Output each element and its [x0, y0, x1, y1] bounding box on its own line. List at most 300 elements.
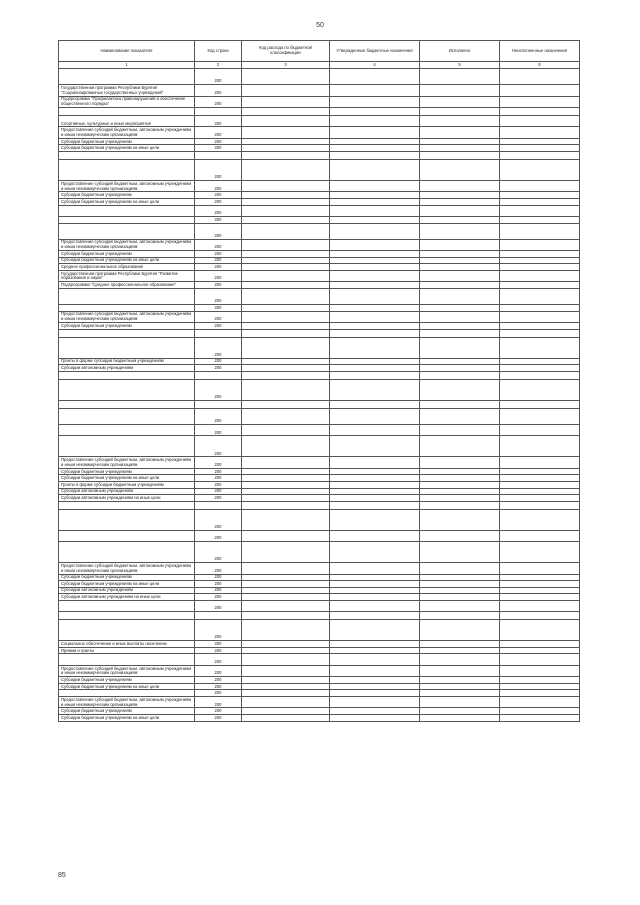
row-executed-cell	[420, 205, 500, 216]
row-line-code-cell: 200	[195, 530, 242, 541]
table-row	[59, 379, 580, 400]
row-line-code-cell: 200	[195, 574, 242, 581]
row-remaining-cell	[500, 587, 580, 594]
row-approved-cell	[330, 223, 420, 239]
row-approved-cell	[330, 365, 420, 372]
row-name-cell: Субсидии бюджетным учреждениям на иные цели	[59, 145, 195, 152]
row-executed-cell	[420, 282, 500, 289]
row-remaining-cell	[500, 594, 580, 601]
row-remaining-cell	[500, 436, 580, 457]
row-approved-cell	[330, 138, 420, 145]
row-line-code-cell: 200	[195, 379, 242, 400]
row-name-cell: Субсидии бюджетным учреждениям	[59, 138, 195, 145]
table-row	[59, 481, 580, 488]
row-remaining-cell	[500, 475, 580, 482]
row-executed-cell	[420, 365, 500, 372]
table-row	[59, 690, 580, 697]
row-approved-cell	[330, 337, 420, 358]
row-executed-cell	[420, 337, 500, 358]
row-budget-code-cell	[242, 495, 330, 502]
row-remaining-cell	[500, 198, 580, 205]
row-budget-code-cell	[242, 145, 330, 152]
row-name-cell	[59, 424, 195, 435]
row-line-code-cell: 200	[195, 600, 242, 611]
row-budget-code-cell	[242, 715, 330, 722]
row-approved-cell	[330, 239, 420, 250]
row-budget-code-cell	[242, 323, 330, 330]
row-executed-cell	[420, 654, 500, 665]
row-line-code-cell: 200	[195, 85, 242, 96]
row-budget-code-cell	[242, 654, 330, 665]
row-line-code-cell: 200	[195, 251, 242, 258]
table-row	[59, 192, 580, 199]
row-name-cell: Среднее профессиональное образование	[59, 264, 195, 271]
row-remaining-cell	[500, 641, 580, 648]
spacer-cell	[500, 329, 580, 337]
table-row	[59, 600, 580, 611]
spacer-cell	[195, 612, 242, 620]
row-executed-cell	[420, 587, 500, 594]
spacer-cell	[59, 151, 195, 159]
row-approved-cell	[330, 587, 420, 594]
row-approved-cell	[330, 481, 420, 488]
row-line-code-cell: 200	[195, 457, 242, 468]
spacer-cell	[500, 371, 580, 379]
table-row	[59, 542, 580, 563]
row-remaining-cell	[500, 509, 580, 530]
row-remaining-cell	[500, 581, 580, 588]
column-number: 1	[59, 62, 195, 69]
row-name-cell: Субсидии бюджетным учреждениям на иные цели	[59, 683, 195, 690]
row-budget-code-cell	[242, 127, 330, 138]
row-name-cell: Предоставление субсидий бюджетным, автономным учреждениям и иным некоммерческим организациям	[59, 563, 195, 574]
row-name-cell	[59, 620, 195, 641]
row-line-code-cell: 200	[195, 365, 242, 372]
row-remaining-cell	[500, 481, 580, 488]
row-executed-cell	[420, 198, 500, 205]
row-name-cell: Предоставление субсидий бюджетным, автономным учреждениям и иным некоммерческим организациям	[59, 127, 195, 138]
spacer-cell	[330, 612, 420, 620]
row-line-code-cell: 200	[195, 305, 242, 312]
row-name-cell: Субсидии бюджетным учреждениям на иные цели	[59, 715, 195, 722]
row-executed-cell	[420, 180, 500, 191]
row-line-code-cell: 200	[195, 509, 242, 530]
row-name-cell	[59, 223, 195, 239]
spacer-cell	[420, 151, 500, 159]
row-remaining-cell	[500, 683, 580, 690]
spacer-cell	[195, 329, 242, 337]
row-name-cell: Предоставление субсидий бюджетным, автономным учреждениям и иным некоммерческим организациям	[59, 311, 195, 322]
table-row	[59, 251, 580, 258]
spacer-cell	[195, 107, 242, 115]
row-line-code-cell: 200	[195, 542, 242, 563]
header-line-code: Код строки	[195, 41, 242, 62]
row-executed-cell	[420, 697, 500, 708]
row-budget-code-cell	[242, 282, 330, 289]
row-approved-cell	[330, 542, 420, 563]
row-remaining-cell	[500, 654, 580, 665]
row-name-cell	[59, 542, 195, 563]
row-approved-cell	[330, 270, 420, 281]
row-remaining-cell	[500, 715, 580, 722]
table-row	[59, 337, 580, 358]
row-name-cell: Гранты в форме субсидии бюджетным учреждениям	[59, 358, 195, 365]
row-budget-code-cell	[242, 223, 330, 239]
row-budget-code-cell	[242, 311, 330, 322]
row-budget-code-cell	[242, 69, 330, 85]
row-remaining-cell	[500, 305, 580, 312]
row-line-code-cell: 200	[195, 408, 242, 424]
spacer-row	[59, 371, 580, 379]
table-row	[59, 697, 580, 708]
row-executed-cell	[420, 581, 500, 588]
row-approved-cell	[330, 264, 420, 271]
row-budget-code-cell	[242, 647, 330, 654]
column-number: 5	[420, 62, 500, 69]
row-name-cell: Предоставление субсидий бюджетным, автономным учреждениям и иным некоммерческим организациям	[59, 239, 195, 250]
row-approved-cell	[330, 620, 420, 641]
row-name-cell: Субсидии бюджетным учреждениям	[59, 323, 195, 330]
row-executed-cell	[420, 690, 500, 697]
row-approved-cell	[330, 530, 420, 541]
row-approved-cell	[330, 159, 420, 180]
row-approved-cell	[330, 654, 420, 665]
row-line-code-cell: 200	[195, 468, 242, 475]
row-remaining-cell	[500, 563, 580, 574]
row-remaining-cell	[500, 239, 580, 250]
row-remaining-cell	[500, 282, 580, 289]
table-row	[59, 457, 580, 468]
table-row	[59, 180, 580, 191]
row-executed-cell	[420, 677, 500, 684]
row-line-code-cell: 200	[195, 581, 242, 588]
row-line-code-cell: 200	[195, 205, 242, 216]
row-executed-cell	[420, 323, 500, 330]
row-executed-cell	[420, 715, 500, 722]
row-line-code-cell: 200	[195, 337, 242, 358]
spacer-cell	[420, 612, 500, 620]
row-budget-code-cell	[242, 305, 330, 312]
row-executed-cell	[420, 620, 500, 641]
row-approved-cell	[330, 424, 420, 435]
row-name-cell: Гранты в форме субсидии бюджетным учреждениям	[59, 481, 195, 488]
row-budget-code-cell	[242, 288, 330, 304]
row-executed-cell	[420, 594, 500, 601]
spacer-cell	[242, 501, 330, 509]
row-budget-code-cell	[242, 509, 330, 530]
row-approved-cell	[330, 468, 420, 475]
row-line-code-cell: 200	[195, 138, 242, 145]
row-approved-cell	[330, 408, 420, 424]
row-line-code-cell: 200	[195, 358, 242, 365]
row-budget-code-cell	[242, 365, 330, 372]
table-row	[59, 563, 580, 574]
row-executed-cell	[420, 468, 500, 475]
row-executed-cell	[420, 488, 500, 495]
row-line-code-cell: 200	[195, 647, 242, 654]
column-number: 2	[195, 62, 242, 69]
table-row	[59, 495, 580, 502]
table-row	[59, 282, 580, 289]
spacer-cell	[195, 151, 242, 159]
table-row	[59, 654, 580, 665]
row-approved-cell	[330, 180, 420, 191]
row-remaining-cell	[500, 574, 580, 581]
row-remaining-cell	[500, 708, 580, 715]
row-executed-cell	[420, 216, 500, 223]
row-line-code-cell: 200	[195, 264, 242, 271]
row-remaining-cell	[500, 311, 580, 322]
row-remaining-cell	[500, 647, 580, 654]
row-line-code-cell: 200	[195, 192, 242, 199]
row-line-code-cell: 200	[195, 563, 242, 574]
table-row	[59, 205, 580, 216]
row-name-cell: Субсидии бюджетным учреждениям	[59, 468, 195, 475]
row-executed-cell	[420, 159, 500, 180]
row-remaining-cell	[500, 468, 580, 475]
table-row	[59, 647, 580, 654]
row-line-code-cell: 200	[195, 239, 242, 250]
row-approved-cell	[330, 216, 420, 223]
row-budget-code-cell	[242, 574, 330, 581]
table-header-row	[59, 41, 580, 62]
row-name-cell: Предоставление субсидий бюджетным, автономным учреждениям и иным некоммерческим организациям	[59, 180, 195, 191]
row-remaining-cell	[500, 85, 580, 96]
row-name-cell	[59, 408, 195, 424]
row-remaining-cell	[500, 424, 580, 435]
row-name-cell	[59, 600, 195, 611]
table-row	[59, 436, 580, 457]
table-row	[59, 145, 580, 152]
table-row	[59, 677, 580, 684]
table-row	[59, 424, 580, 435]
row-budget-code-cell	[242, 264, 330, 271]
row-approved-cell	[330, 563, 420, 574]
row-budget-code-cell	[242, 708, 330, 715]
row-budget-code-cell	[242, 587, 330, 594]
row-budget-code-cell	[242, 581, 330, 588]
spacer-cell	[500, 400, 580, 408]
row-approved-cell	[330, 436, 420, 457]
row-approved-cell	[330, 683, 420, 690]
row-executed-cell	[420, 223, 500, 239]
spacer-row	[59, 501, 580, 509]
row-line-code-cell: 200	[195, 145, 242, 152]
row-executed-cell	[420, 192, 500, 199]
row-remaining-cell	[500, 69, 580, 85]
row-budget-code-cell	[242, 198, 330, 205]
row-name-cell	[59, 216, 195, 223]
row-line-code-cell: 200	[195, 654, 242, 665]
row-name-cell: Подпрограмма "Среднее профессиональное образование"	[59, 282, 195, 289]
row-budget-code-cell	[242, 337, 330, 358]
row-approved-cell	[330, 358, 420, 365]
row-executed-cell	[420, 641, 500, 648]
row-executed-cell	[420, 647, 500, 654]
spacer-cell	[242, 371, 330, 379]
table-row	[59, 138, 580, 145]
row-name-cell: Субсидии бюджетным учреждениям	[59, 708, 195, 715]
row-budget-code-cell	[242, 205, 330, 216]
row-line-code-cell: 200	[195, 180, 242, 191]
row-approved-cell	[330, 665, 420, 676]
spacer-cell	[500, 107, 580, 115]
table-row	[59, 488, 580, 495]
row-name-cell: Субсидии бюджетным учреждениям на иные цели	[59, 198, 195, 205]
row-name-cell: Подпрограмма "Профилактика правонарушений и обеспечение общественного порядка"	[59, 96, 195, 107]
row-remaining-cell	[500, 288, 580, 304]
row-line-code-cell: 200	[195, 481, 242, 488]
spacer-cell	[242, 107, 330, 115]
row-budget-code-cell	[242, 468, 330, 475]
row-budget-code-cell	[242, 257, 330, 264]
row-name-cell: Субсидии бюджетным учреждениям	[59, 574, 195, 581]
row-approved-cell	[330, 708, 420, 715]
spacer-cell	[330, 371, 420, 379]
row-name-cell: Государственная программа Республики Бурятия "Социализированных государственных учреждений"	[59, 85, 195, 96]
row-approved-cell	[330, 288, 420, 304]
header-remaining: Неисполненные назначения	[500, 41, 580, 62]
row-approved-cell	[330, 647, 420, 654]
spacer-row	[59, 329, 580, 337]
row-line-code-cell: 200	[195, 323, 242, 330]
row-name-cell	[59, 305, 195, 312]
row-line-code-cell: 200	[195, 69, 242, 85]
row-approved-cell	[330, 192, 420, 199]
row-budget-code-cell	[242, 180, 330, 191]
row-remaining-cell	[500, 677, 580, 684]
spacer-cell	[420, 107, 500, 115]
row-line-code-cell: 200	[195, 257, 242, 264]
row-executed-cell	[420, 358, 500, 365]
row-budget-code-cell	[242, 358, 330, 365]
row-line-code-cell: 200	[195, 288, 242, 304]
row-remaining-cell	[500, 192, 580, 199]
row-executed-cell	[420, 311, 500, 322]
row-remaining-cell	[500, 365, 580, 372]
table-row	[59, 96, 580, 107]
row-approved-cell	[330, 594, 420, 601]
row-executed-cell	[420, 481, 500, 488]
spacer-cell	[195, 501, 242, 509]
table-row	[59, 288, 580, 304]
row-name-cell: Предоставление субсидий бюджетным, автономным учреждениям и иным некоммерческим организациям	[59, 665, 195, 676]
row-name-cell	[59, 530, 195, 541]
row-line-code-cell: 200	[195, 115, 242, 126]
row-remaining-cell	[500, 542, 580, 563]
header-approved: Утвержденные бюджетные назначения	[330, 41, 420, 62]
row-line-code-cell: 200	[195, 475, 242, 482]
row-name-cell: Субсидии бюджетным учреждениям на иные цели	[59, 581, 195, 588]
row-executed-cell	[420, 251, 500, 258]
row-remaining-cell	[500, 115, 580, 126]
table-row	[59, 683, 580, 690]
spacer-cell	[242, 400, 330, 408]
row-remaining-cell	[500, 159, 580, 180]
table-row	[59, 198, 580, 205]
row-executed-cell	[420, 574, 500, 581]
row-budget-code-cell	[242, 457, 330, 468]
spacer-row	[59, 612, 580, 620]
row-executed-cell	[420, 85, 500, 96]
table-row	[59, 323, 580, 330]
row-executed-cell	[420, 457, 500, 468]
row-name-cell	[59, 159, 195, 180]
spacer-cell	[242, 612, 330, 620]
row-executed-cell	[420, 138, 500, 145]
table-row	[59, 408, 580, 424]
spacer-cell	[500, 612, 580, 620]
row-line-code-cell: 200	[195, 715, 242, 722]
row-executed-cell	[420, 239, 500, 250]
row-name-cell	[59, 509, 195, 530]
header-executed: Исполнено	[420, 41, 500, 62]
row-approved-cell	[330, 323, 420, 330]
table-row	[59, 127, 580, 138]
table-row	[59, 708, 580, 715]
row-budget-code-cell	[242, 115, 330, 126]
row-approved-cell	[330, 600, 420, 611]
table-row	[59, 587, 580, 594]
row-approved-cell	[330, 311, 420, 322]
spacer-cell	[330, 400, 420, 408]
row-budget-code-cell	[242, 665, 330, 676]
table-row	[59, 509, 580, 530]
row-remaining-cell	[500, 127, 580, 138]
row-line-code-cell: 200	[195, 641, 242, 648]
row-approved-cell	[330, 305, 420, 312]
row-budget-code-cell	[242, 594, 330, 601]
row-budget-code-cell	[242, 251, 330, 258]
row-line-code-cell: 200	[195, 587, 242, 594]
row-executed-cell	[420, 542, 500, 563]
spacer-cell	[420, 501, 500, 509]
row-approved-cell	[330, 198, 420, 205]
spacer-cell	[242, 151, 330, 159]
row-executed-cell	[420, 127, 500, 138]
row-budget-code-cell	[242, 239, 330, 250]
row-remaining-cell	[500, 665, 580, 676]
row-name-cell: Субсидии автономным учреждениям на иные цели	[59, 495, 195, 502]
row-line-code-cell: 200	[195, 96, 242, 107]
table-row	[59, 581, 580, 588]
row-remaining-cell	[500, 337, 580, 358]
row-name-cell: Субсидии автономным учреждениям	[59, 587, 195, 594]
row-executed-cell	[420, 683, 500, 690]
row-remaining-cell	[500, 251, 580, 258]
row-approved-cell	[330, 509, 420, 530]
row-budget-code-cell	[242, 379, 330, 400]
row-executed-cell	[420, 563, 500, 574]
row-remaining-cell	[500, 697, 580, 708]
spacer-cell	[59, 107, 195, 115]
row-executed-cell	[420, 145, 500, 152]
row-approved-cell	[330, 457, 420, 468]
table-row	[59, 475, 580, 482]
row-approved-cell	[330, 690, 420, 697]
row-approved-cell	[330, 145, 420, 152]
row-approved-cell	[330, 715, 420, 722]
row-executed-cell	[420, 475, 500, 482]
row-remaining-cell	[500, 264, 580, 271]
row-remaining-cell	[500, 600, 580, 611]
table-row	[59, 115, 580, 126]
row-remaining-cell	[500, 270, 580, 281]
spacer-cell	[242, 329, 330, 337]
column-number: 3	[242, 62, 330, 69]
row-budget-code-cell	[242, 475, 330, 482]
row-executed-cell	[420, 264, 500, 271]
